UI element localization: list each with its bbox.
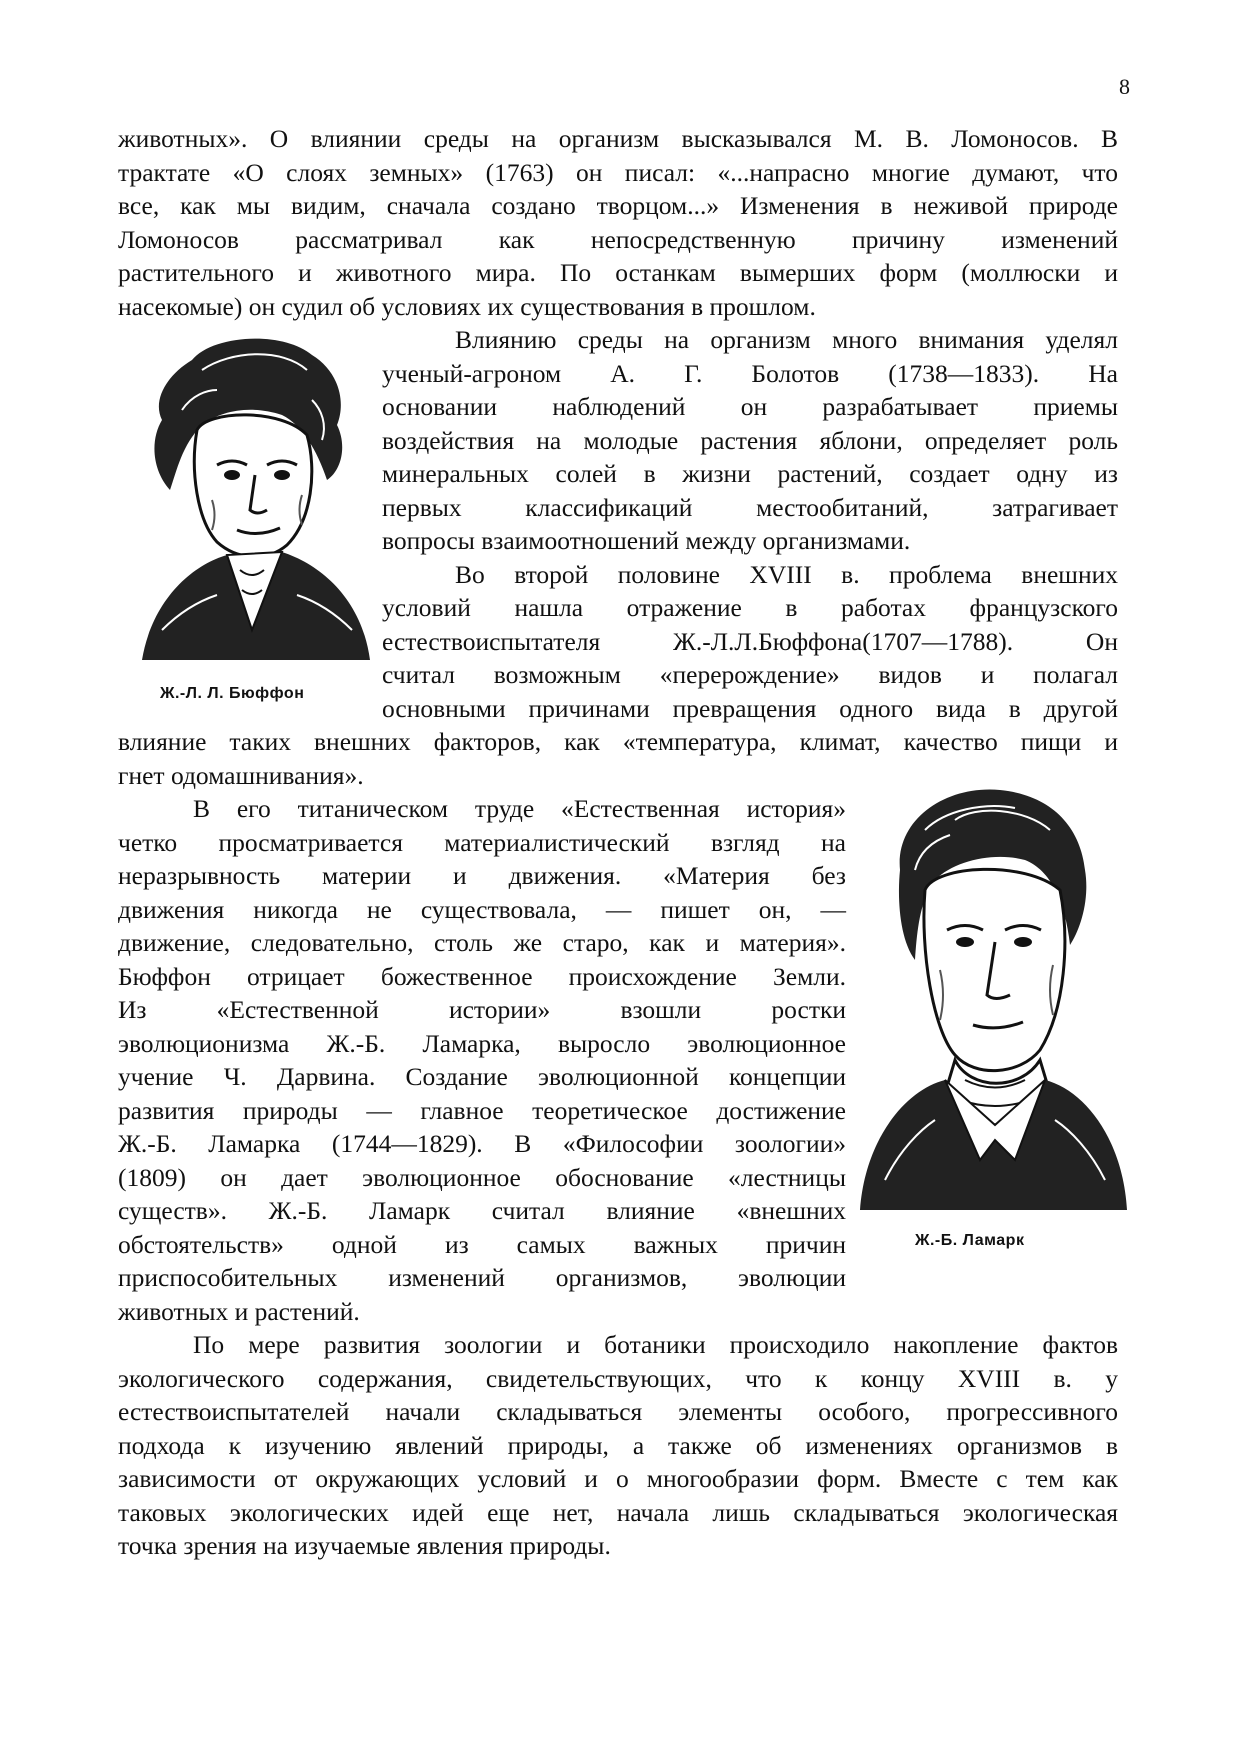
text-line: подхода к изучению явлений природы, а также об изменениях организмов в [118,1431,1118,1460]
text-line: зависимости от окружающих условий и о многообразии форм. Вместе с тем как [118,1464,1118,1493]
text-line: обстоятельств» одной из самых важных причин [118,1230,846,1259]
text-line: По мере развития зоологии и ботаники происходило накопление фактов [193,1330,1118,1359]
text-line: эволюционизма Ж.-Б. Ламарка, выросло эволюционное [118,1029,846,1058]
text-line: трактате «О слоях земных» (1763) он писал: «...напрасно многие думают, что [118,158,1118,187]
lamarck-portrait [855,780,1130,1220]
text-line: (1809) он дает эволюционное обоснование «лестницы [118,1163,846,1192]
text-line: Из «Естественной истории» взошли ростки [118,995,846,1024]
lamarck-caption: Ж.-Б. Ламарк [915,1232,1025,1249]
text-line: ученый-агроном А. Г. Болотов (1738—1833). На [382,359,1118,388]
text-line: естествоиспытателей начали складываться элементы особого, прогрессивного [118,1397,1118,1426]
text-line: учение Ч. Дарвина. Создание эволюционной концепции [118,1062,846,1091]
text-line: Влиянию среды на организм много внимания уделял [455,325,1118,354]
text-line: насекомые) он судил об условиях их существования в прошлом. [118,292,816,321]
text-line: условий нашла отражение в работах французского [382,593,1118,622]
text-line: естествоиспытателя Ж.-Л.Л.Бюффона(1707—1788). Он [382,627,1118,656]
text-line: Бюффон отрицает божественное происхождение Земли. [118,962,846,991]
text-line: развития природы — главное теоретическое достижение [118,1096,846,1125]
buffon-caption: Ж.-Л. Л. Бюффон [160,685,305,702]
text-line: первых классификаций местообитаний, затрагивает [382,493,1118,522]
text-line: В его титаническом труде «Естественная история» [193,794,846,823]
text-line: точка зрения на изучаемые явления природы. [118,1531,611,1560]
text-line: вопросы взаимоотношений между организмами. [382,526,911,555]
text-line: движения никогда не существовала, — пишет он, — [118,895,846,924]
text-line: четко просматривается материалистический взгляд на [118,828,846,857]
text-line: минеральных солей в жизни растений, создает одну из [382,459,1118,488]
text-line: движение, следовательно, столь же старо, как и материя». [118,928,846,957]
text-line: животных». О влиянии среды на организм высказывался М. В. Ломоносов. В [118,124,1118,153]
text-line: основании наблюдений он разрабатывает приемы [382,392,1118,421]
text-line: Ж.-Б. Ламарка (1744—1829). В «Философии зоологии» [118,1129,846,1158]
text-line: Во второй половине XVIII в. проблема внешних [455,560,1118,589]
text-line: животных и растений. [118,1297,360,1326]
page-number: 8 [1119,74,1130,99]
text-line: Ломоносов рассматривал как непосредственную причину изменений [118,225,1118,254]
text-line: основными причинами превращения одного вида в другой [382,694,1118,723]
text-line: воздействия на молодые растения яблони, определяет роль [382,426,1118,455]
text-line: влияние таких внешних факторов, как «температура, климат, качество пищи и [118,727,1118,756]
text-line: считал возможным «перерождение» видов и полагал [382,660,1118,689]
text-line: существ». Ж.-Б. Ламарк считал влияние «внешних [118,1196,846,1225]
text-line: гнет одомашнивания». [118,761,364,790]
text-line: растительного и животного мира. По останкам вымерших форм (моллюски и [118,258,1118,287]
text-line: все, как мы видим, сначала создано творцом...» Изменения в неживой природе [118,191,1118,220]
text-line: приспособительных изменений организмов, эволюции [118,1263,846,1292]
text-line: неразрывность материи и движения. «Материя без [118,861,846,890]
text-line: таковых экологических идей еще нет, начала лишь складываться экологическая [118,1498,1118,1527]
text-line: экологического содержания, свидетельствующих, что к концу XVIII в. у [118,1364,1118,1393]
buffon-portrait [122,330,374,670]
